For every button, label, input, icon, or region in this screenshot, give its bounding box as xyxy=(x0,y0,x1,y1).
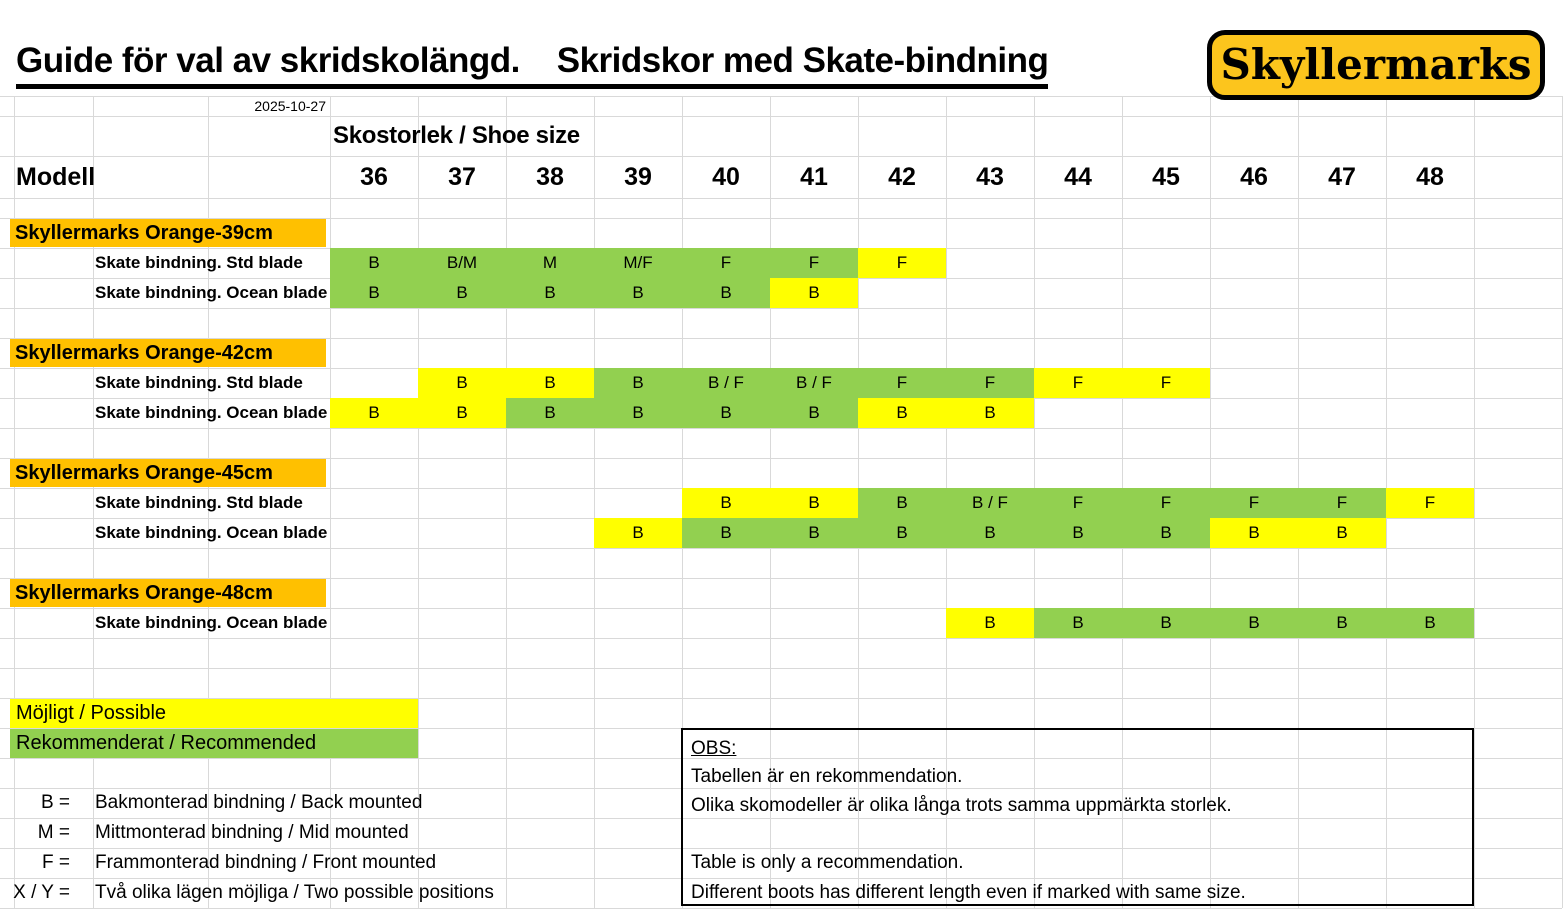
size-cell: B xyxy=(770,278,858,308)
size-cell: F xyxy=(1122,488,1210,518)
size-cell: F xyxy=(1210,488,1298,518)
size-cell: B xyxy=(1034,518,1122,548)
row-label: Skate bindning. Ocean blade xyxy=(95,403,328,422)
row-label: Skate bindning. Ocean blade xyxy=(95,613,328,632)
size-cell: F xyxy=(858,368,946,398)
size-cell: B xyxy=(1386,608,1474,638)
legend-key-text: Två olika lägen möjliga / Two possible positions xyxy=(95,882,494,903)
size-cell: B xyxy=(594,518,682,548)
size-cell: B / F xyxy=(770,368,858,398)
obs-line: Tabellen är en rekommendation. xyxy=(691,766,963,787)
size-cell: F xyxy=(1034,488,1122,518)
brand-logo xyxy=(1207,30,1545,100)
model-section-header: Skyllermarks Orange-48cm xyxy=(10,579,326,607)
size-header-cell: 48 xyxy=(1416,163,1444,191)
size-cell: B xyxy=(858,398,946,428)
size-cell: F xyxy=(1122,368,1210,398)
size-header-cell: 42 xyxy=(888,163,916,191)
row-label: Skate bindning. Ocean blade xyxy=(95,283,328,302)
size-cell: B xyxy=(1122,518,1210,548)
size-cell: B xyxy=(946,608,1034,638)
legend-key-symbol: X / Y = xyxy=(13,882,70,903)
size-cell: B xyxy=(770,398,858,428)
legend-key-text: Bakmonterad bindning / Back mounted xyxy=(95,792,423,813)
size-cell: B xyxy=(946,518,1034,548)
legend-key-symbol: B = xyxy=(40,792,70,813)
size-cell: B xyxy=(418,368,506,398)
legend-key-symbol: F = xyxy=(42,852,70,873)
size-header-cell: 36 xyxy=(360,163,388,191)
size-header-cell: 38 xyxy=(536,163,564,191)
size-cell: B / F xyxy=(946,488,1034,518)
size-cell: B xyxy=(330,248,418,278)
model-section-header: Skyllermarks Orange-45cm xyxy=(10,459,326,487)
size-cell: F xyxy=(858,248,946,278)
size-cell: B xyxy=(770,488,858,518)
size-cell: B xyxy=(330,278,418,308)
size-cell: B xyxy=(594,398,682,428)
page-title: Guide för val av skridskolängd. Skridskor med Skate-bindning xyxy=(16,40,1048,89)
size-cell: B xyxy=(858,518,946,548)
obs-line: Table is only a recommendation. xyxy=(691,852,964,873)
size-cell: B xyxy=(682,398,770,428)
size-cell: B xyxy=(946,398,1034,428)
date-label: 2025-10-27 xyxy=(254,98,326,114)
legend-possible-bar: Möjligt / Possible xyxy=(10,699,418,728)
size-cell: B xyxy=(1034,608,1122,638)
size-header-cell: 39 xyxy=(624,163,652,191)
size-cell: B xyxy=(1210,608,1298,638)
size-cell: B xyxy=(506,398,594,428)
size-cell: B/M xyxy=(418,248,506,278)
size-cell: F xyxy=(770,248,858,278)
row-label: Skate bindning. Std blade xyxy=(95,253,303,272)
size-cell: B xyxy=(1298,518,1386,548)
legend-key-text: Frammonterad bindning / Front mounted xyxy=(95,852,437,873)
size-cell: B xyxy=(506,368,594,398)
model-section-header: Skyllermarks Orange-42cm xyxy=(10,339,326,367)
size-cell: B xyxy=(682,518,770,548)
size-cell: B xyxy=(418,278,506,308)
obs-heading: OBS: xyxy=(691,738,737,759)
brand-logo-text: Skyllermarks xyxy=(1220,40,1532,89)
row-label: Skate bindning. Std blade xyxy=(95,493,303,512)
size-header-cell: 41 xyxy=(800,163,828,191)
size-cell: B xyxy=(682,488,770,518)
obs-line: Different boots has different length even if marked with same size. xyxy=(691,882,1246,903)
shoe-size-header: Skostorlek / Shoe size xyxy=(333,122,580,149)
size-cell: B xyxy=(858,488,946,518)
size-cell: B / F xyxy=(682,368,770,398)
obs-box xyxy=(681,728,1474,906)
size-cell: F xyxy=(1298,488,1386,518)
legend-key-text: Mittmonterad bindning / Mid mounted xyxy=(95,822,409,843)
size-cell: B xyxy=(1298,608,1386,638)
size-cell: B xyxy=(330,398,418,428)
legend-recommended-bar: Rekommenderat / Recommended xyxy=(10,729,418,758)
size-header-cell: 40 xyxy=(712,163,740,191)
row-label: Skate bindning. Ocean blade xyxy=(95,523,328,542)
size-header-cell: 46 xyxy=(1240,163,1268,191)
model-column-header: Modell xyxy=(16,163,96,191)
size-cell: F xyxy=(1386,488,1474,518)
size-cell: F xyxy=(946,368,1034,398)
size-cell: M xyxy=(506,248,594,278)
row-label: Skate bindning. Std blade xyxy=(95,373,303,392)
size-header-cell: 47 xyxy=(1328,163,1356,191)
size-cell: B xyxy=(682,278,770,308)
size-cell: B xyxy=(418,398,506,428)
size-header-cell: 43 xyxy=(976,163,1004,191)
size-cell: B xyxy=(594,368,682,398)
size-cell: F xyxy=(1034,368,1122,398)
size-cell: F xyxy=(682,248,770,278)
model-section-header: Skyllermarks Orange-39cm xyxy=(10,219,326,247)
size-cell: M/F xyxy=(594,248,682,278)
size-header-cell: 44 xyxy=(1064,163,1092,191)
size-cell: B xyxy=(1210,518,1298,548)
legend-key-symbol: M = xyxy=(37,822,70,843)
size-cell: B xyxy=(506,278,594,308)
size-cell: B xyxy=(594,278,682,308)
size-cell: B xyxy=(770,518,858,548)
obs-line: Olika skomodeller är olika långa trots samma uppmärkta storlek. xyxy=(691,795,1232,816)
size-cell: B xyxy=(1122,608,1210,638)
size-header-cell: 45 xyxy=(1152,163,1180,191)
size-header-cell: 37 xyxy=(448,163,476,191)
